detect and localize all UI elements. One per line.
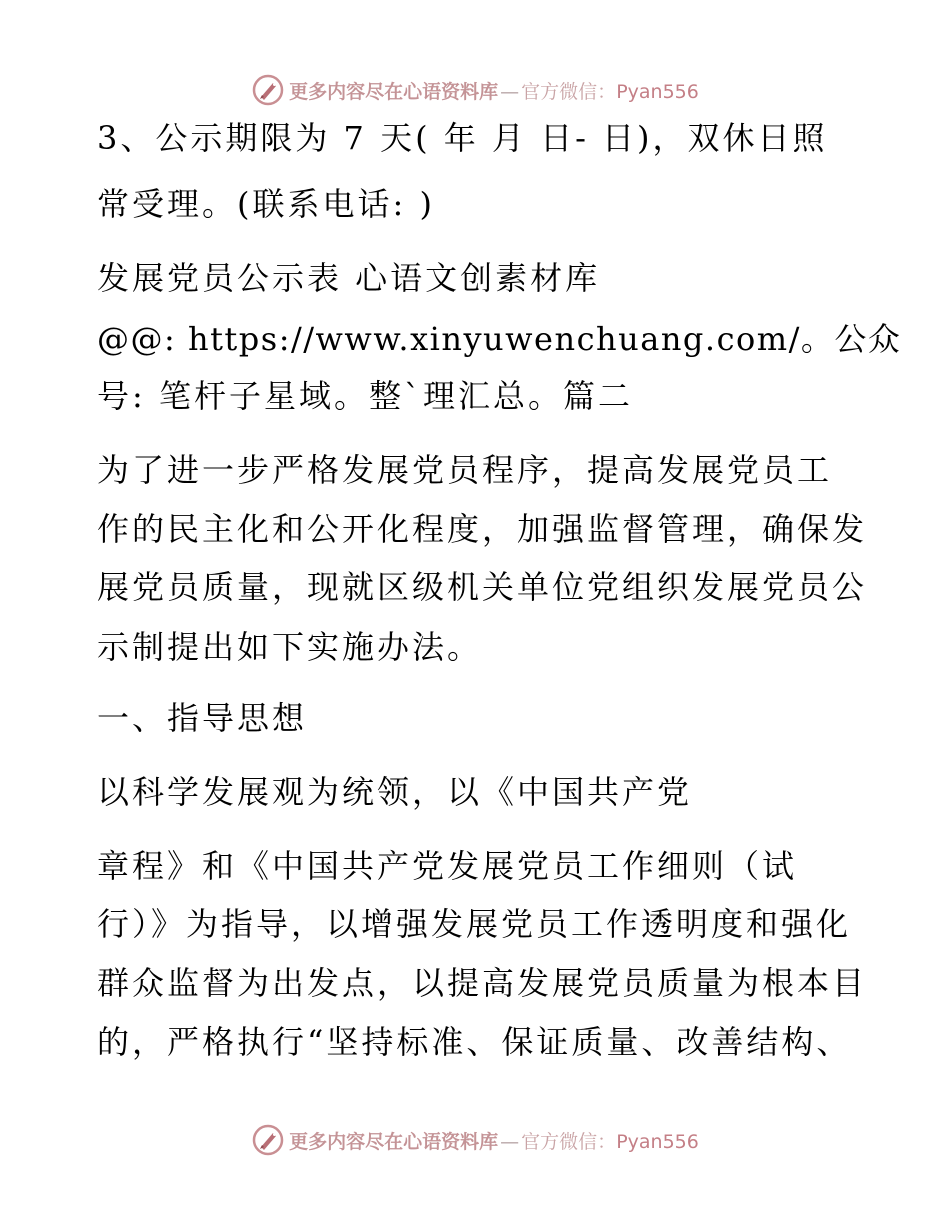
- text-line: 以科学发展观为统领，以《中国共产党: [97, 773, 693, 811]
- text-line: 的，严格执行“坚持标准、保证质量、改善结构、: [97, 1023, 852, 1061]
- text-line: 章程》和《中国共产党发展党员工作细则（试: [97, 847, 798, 885]
- watermark-wechat-id: Pyan556: [616, 80, 699, 103]
- pen-nib-seal-icon: [251, 1123, 285, 1157]
- text-line: 常受理。(联系电话: ): [97, 185, 435, 223]
- text-line: @@: https://www.xinyuwenchuang.com/。公众: [97, 320, 902, 358]
- header-watermark: [0, 70, 950, 110]
- text-line: 展党员质量，现就区级机关单位党组织发展党员公: [97, 568, 868, 606]
- watermark-separator: —: [500, 80, 520, 103]
- watermark-main: 更多内容尽在心语资料库: [289, 1130, 499, 1153]
- text-line: 作的民主化和公开化程度，加强监督管理，确保发: [97, 510, 868, 548]
- text-line: 示制提出如下实施办法。: [97, 628, 483, 666]
- section-heading: 一、指导思想: [97, 699, 308, 737]
- text-line: 发展党员公示表 心语文创素材库: [97, 259, 601, 297]
- watermark-main: 更多内容尽在心语资料库: [289, 80, 499, 103]
- text-line: 为了进一步严格发展党员程序，提高发展党员工: [97, 451, 833, 489]
- watermark-separator: —: [500, 1130, 520, 1153]
- pen-nib-seal-icon: [251, 73, 285, 107]
- text-line: 行）》为指导，以增强发展党员工作透明度和强化: [97, 905, 852, 943]
- watermark-official: 官方微信：: [521, 1130, 617, 1153]
- watermark-text: [289, 77, 699, 104]
- text-line: 3、公示期限为 7 天( 年 月 日- 日)，双休日照: [97, 119, 828, 157]
- text-line: 群众监督为出发点，以提高发展党员质量为根本目: [97, 964, 868, 1002]
- watermark-text: [289, 1127, 699, 1154]
- watermark-wechat-id: Pyan556: [616, 1130, 699, 1153]
- text-line: 号: 笔杆子星域。整`理汇总。篇二: [97, 377, 633, 415]
- footer-watermark: [0, 1120, 950, 1160]
- watermark-official: 官方微信：: [521, 80, 617, 103]
